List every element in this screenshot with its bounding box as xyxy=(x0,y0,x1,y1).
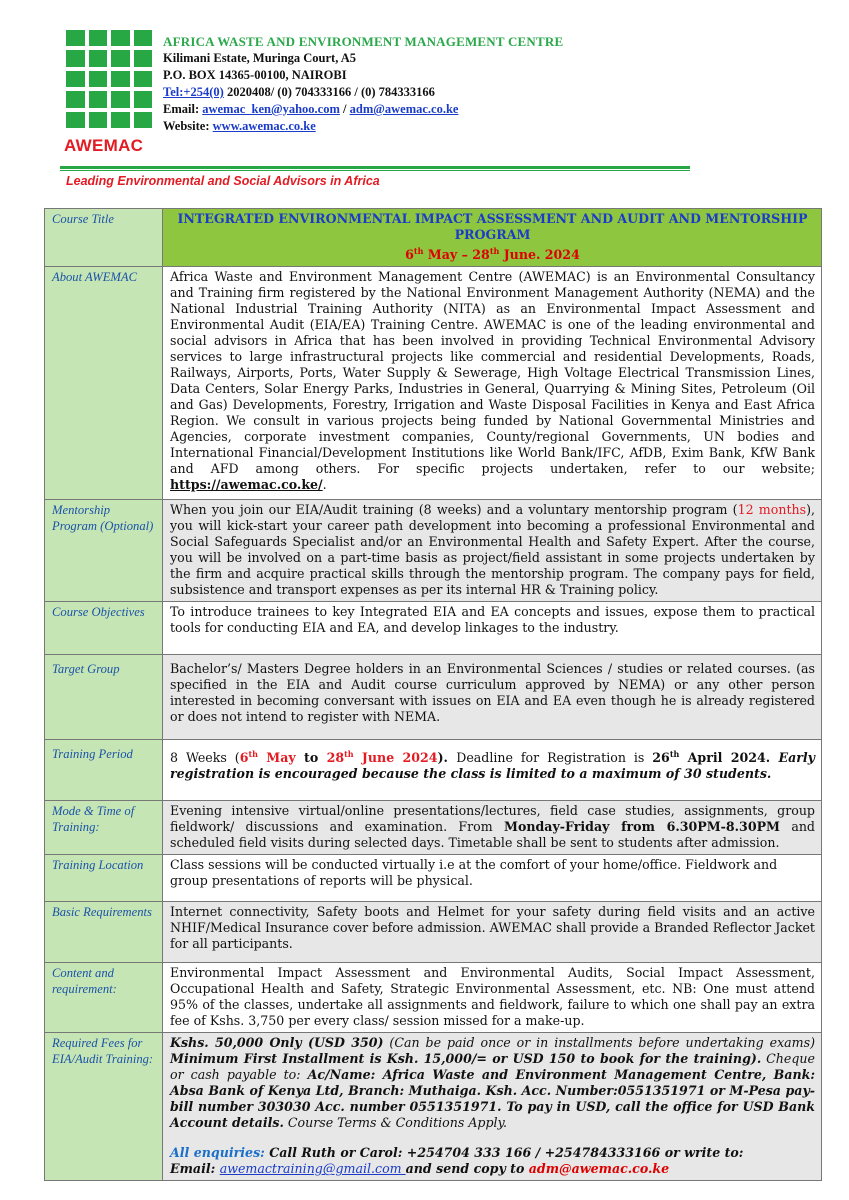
row-content xyxy=(45,963,822,1033)
mentorship-text: When you join our EIA/Audit training (8 weeks) and a voluntary mentorship program (12 months), you will kick-start your career path development into becoming a professional Environmental and Social Safeguards Specialist and/or an Environmental Health and Safety Expert. After the course, you will be involved on a part-time basis as project/field assistant in some projects undertaken by the firm and acquire practical skills through the mentorship program. The company pays for field, subsistence and transport expenses as per its internal HR & Training policy. xyxy=(163,500,822,602)
label-mode: Mode & Time of Training: xyxy=(45,801,163,855)
row-objectives xyxy=(45,602,822,655)
logo-text: AWEMAC xyxy=(64,136,144,155)
fees-enquiries: All enquiries: Call Ruth or Carol: +254704 333 166 / +254784333166 or write to: xyxy=(170,1145,744,1161)
about-text: Africa Waste and Environment Management Centre (AWEMAC) is an Environmental Consultancy and Training firm registered by the National Environment Management Authority (NEMA) and the National Industrial Training Authority (NITA) as an Environmental Impact Assessment and Environmental Audit (EIA/EA) Training Centre. AWEMAC is one of the leading environmental and social advisors in Africa that has been involved in providing Technical Environmental Advisory services to large infrastructural projects like commercial and residential Developments, Roads, Railways, Airports, Ports, Water Supply & Sewerage, High Voltage Electrical Transmission Lines, Data Centers, Solar Energy Parks, Industries in General, Quarrying & Mining Sites, Petroleum (Oil and Gas) Developments, Forestry, Irrigation and Waste Disposal Facilities in Kenya and East Africa Region. We consult in various projects being funded by National Governmental Ministries and Agencies, corporate investment companies, County/regional Governments, UN bodies and International Financial/Development Institutions like World Bank/IFC, AfDB, Exim Bank, KfW Bank and AFD among others. For specific projects undertaken, refer to our website; https://awemac.co.ke/. xyxy=(163,267,822,500)
label-location: Training Location xyxy=(45,855,163,902)
course-dates: 6th May – 28th June. 2024 xyxy=(405,246,580,263)
website-link[interactable]: www.awemac.co.ke xyxy=(212,119,316,133)
label-objectives: Course Objectives xyxy=(45,602,163,655)
row-basic xyxy=(45,902,822,963)
label-target: Target Group xyxy=(45,655,163,740)
mentorship-months: 12 months xyxy=(737,502,807,518)
basic-text: Internet connectivity, Safety boots and Helmet for your safety during field visits and an active NHIF/Medical Insurance cover before admission. AWEMAC shall provide a Branded Reflector Jacket for all participants. xyxy=(163,902,822,963)
tel-numbers: 2020408/ (0) 704333166 / (0) 784333166 xyxy=(223,85,435,99)
label-mentorship: Mentorship Program (Optional) xyxy=(45,500,163,602)
tagline: Leading Environmental and Social Advisors in Africa xyxy=(66,174,380,188)
org-website xyxy=(163,118,563,135)
row-course-title xyxy=(45,209,822,267)
email-label: Email: xyxy=(163,102,203,116)
label-content: Content and requirement: xyxy=(45,963,163,1033)
row-location xyxy=(45,855,822,902)
location-text: Class sessions will be conducted virtually i.e at the comfort of your home/office. Fieldwork and group presentations of reports will be physical. xyxy=(163,855,822,902)
training-email-link[interactable]: awemactraining@gmail.com xyxy=(219,1161,406,1177)
org-details xyxy=(163,33,563,135)
header-rule xyxy=(60,166,690,169)
row-period xyxy=(45,740,822,801)
course-title-cell xyxy=(163,209,822,267)
target-text: Bachelor’s/ Masters Degree holders in an Environmental Sciences / studies or related courses. (as specified in the EIA and Audit course curriculum approved by NEMA) or any other person interested in becoming conversant with issues on EIA and EA even though he is already registered or does not intend to register with NEMA. xyxy=(163,655,822,740)
course-title: INTEGRATED ENVIRONMENTAL IMPACT ASSESSMENT AND AUDIT AND MENTORSHIP PROGRAM xyxy=(177,211,808,242)
tel-label[interactable]: Tel:+254(0) xyxy=(163,85,224,99)
course-table xyxy=(44,208,822,1181)
website-label: Website: xyxy=(163,119,213,133)
copy-email-link[interactable]: adm@awemac.co.ke xyxy=(528,1161,670,1177)
label-period: Training Period xyxy=(45,740,163,801)
org-name: AFRICA WASTE AND ENVIRONMENT MANAGEMENT CENTRE xyxy=(163,34,564,49)
period-text: 8 Weeks (6th May to 28th June 2024). Deadline for Registration is 26th April 2024. Early registration is encouraged because the class is limited to a maximum of 30 students. xyxy=(163,740,822,801)
row-about xyxy=(45,267,822,500)
row-mentorship xyxy=(45,500,822,602)
org-address2: P.O. BOX 14365-00100, NAIROBI xyxy=(163,68,347,82)
fees-text xyxy=(163,1033,822,1181)
label-course-title: Course Title xyxy=(45,209,163,267)
org-address1: Kilimani Estate, Muringa Court, A5 xyxy=(163,51,357,65)
org-email xyxy=(163,101,563,118)
label-basic: Basic Requirements xyxy=(45,902,163,963)
awemac-logo-grid xyxy=(66,30,152,128)
org-phone xyxy=(163,84,563,101)
content-text: Environmental Impact Assessment and Environmental Audits, Social Impact Assessment, Occupational Health and Safety, Strategic Environmental Assessment, etc. NB: One must attend 95% of the classes, undertake all assignments and fieldwork, failure to which one shall pay an extra fee of Kshs. 3,750 per every class/ session missed for a make-up. xyxy=(163,963,822,1033)
row-fees xyxy=(45,1033,822,1181)
email-link-1[interactable]: awemac_ken@yahoo.com xyxy=(202,102,340,116)
label-fees: Required Fees for EIA/Audit Training: xyxy=(45,1033,163,1181)
about-website-link[interactable]: https://awemac.co.ke/ xyxy=(170,477,323,493)
email-link-2[interactable]: adm@awemac.co.ke xyxy=(349,102,459,116)
header-rule-thin xyxy=(60,170,690,171)
fees-email: Email: awemactraining@gmail.com and send copy to adm@awemac.co.ke xyxy=(170,1161,670,1177)
objectives-text: To introduce trainees to key Integrated EIA and EA concepts and issues, expose them to practical tools for conducting EIA and EA, and develop linkages to the industry. xyxy=(163,602,822,655)
row-target xyxy=(45,655,822,740)
row-mode xyxy=(45,801,822,855)
label-about: About AWEMAC xyxy=(45,267,163,500)
fees-details: Kshs. 50,000 Only (USD 350) (Can be paid once or in installments before undertaking exams) Minimum First Installment is Ksh. 15,000/= or USD 150 to book for the training). Cheque or cash payable to: Ac/Name: Africa Waste and Environment Management Centre, Bank: Absa Bank of Kenya Ltd, Branch: Muthaiga. Ksh. Acc. Number:0551351971 or M-Pesa pay-bill number 303030 Acc. number 0551351971. To pay in USD, call the office for USD Bank Account details. Course Terms & Conditions Apply. xyxy=(170,1035,816,1131)
email-separator: / xyxy=(339,102,350,116)
mode-text: Evening intensive virtual/online presentations/lectures, field case studies, assignments, group fieldwork/ discussions and examination. From Monday-Friday from 6.30PM-8.30PM and scheduled field visits during selected days. Timetable shall be sent to students after admission. xyxy=(163,801,822,855)
